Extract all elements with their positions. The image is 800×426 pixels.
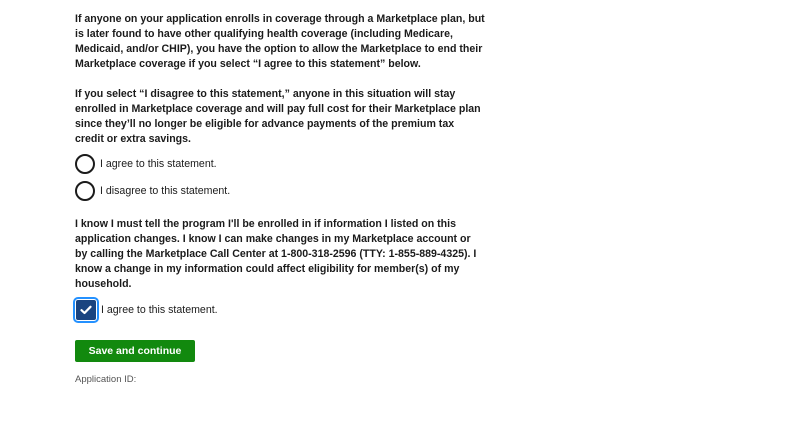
change-reporting-checkbox-label[interactable]: I agree to this statement. — [101, 304, 218, 316]
change-reporting-checkbox-option[interactable] — [75, 297, 485, 323]
change-reporting-section — [75, 217, 485, 323]
application-id-label: Application ID: — [75, 374, 137, 385]
disagree-explanation-paragraph: If you select “I disagree to this statement,” anyone in this situation will stay enrolled in Marketplace coverage and will pay full cost for their Marketplace plan since they’ll no longer be eligible for advance payments of the premium tax credit or extra savings. — [75, 88, 481, 145]
change-reporting-checkbox[interactable] — [76, 300, 96, 320]
save-and-continue-button[interactable]: Save and continue — [75, 340, 195, 362]
agree-radio-button[interactable] — [75, 154, 95, 174]
coverage-end-consent-section — [75, 12, 485, 206]
disagree-radio-label[interactable]: I disagree to this statement. — [100, 185, 231, 197]
disagree-radio-option[interactable] — [75, 179, 485, 203]
checkmark-icon — [80, 305, 92, 315]
coverage-consent-paragraph: If anyone on your application enrolls in coverage through a Marketplace plan, but is later found to have other qualifying health coverage (including Medicare, Medicaid, and/or CHIP), you have the option to allow the Marketplace to end their Marketplace coverage if you select “I agree to this statement” below. — [75, 13, 485, 70]
coverage-consent-radio-group — [75, 152, 485, 203]
disagree-radio-button[interactable] — [75, 181, 95, 201]
agree-radio-label[interactable]: I agree to this statement. — [100, 158, 217, 170]
agree-radio-option[interactable] — [75, 152, 485, 176]
application-id — [75, 374, 139, 385]
change-reporting-paragraph: I know I must tell the program I'll be enrolled in if information I listed on this application changes. I know I can make changes in my Marketplace account or by calling the Marketplace Call Center at 1-800-318-2596 (TTY: 1-855-889-4325). I know a change in my information could affect eligibility for member(s) of my household. — [75, 218, 477, 290]
